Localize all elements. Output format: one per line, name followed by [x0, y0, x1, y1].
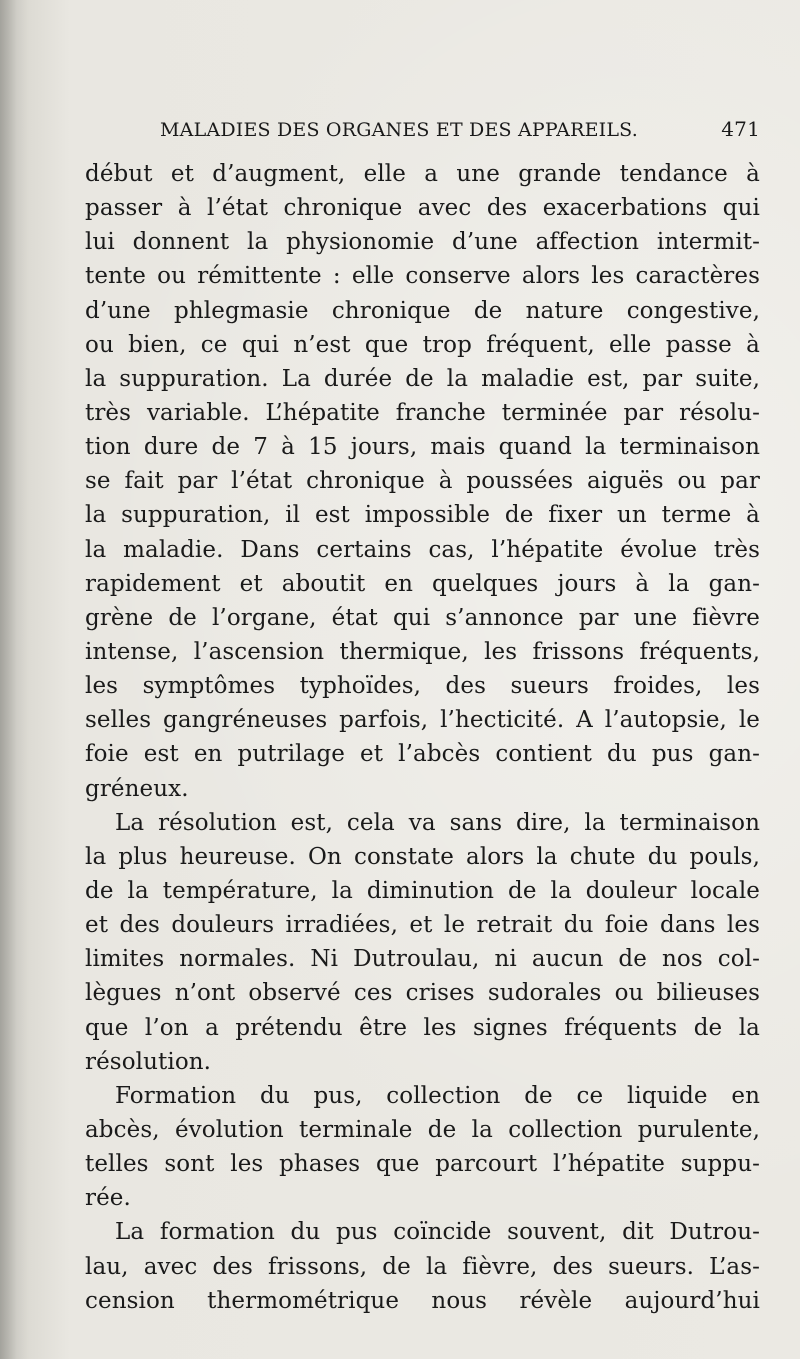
text-line: rapidement et aboutit en quelques jours à la gan-: [85, 570, 760, 597]
page-number: 471: [721, 117, 760, 141]
text-line: la suppuration, il est impossible de fixer un terme à: [85, 502, 760, 529]
text-line: abcès, évolution terminale de la collection purulente,: [85, 1116, 760, 1143]
text-line: et des douleurs irradiées, et le retrait du foie dans les: [85, 912, 760, 939]
text-line: très variable. L’hépatite franche terminée par résolu-: [85, 399, 760, 426]
text-line: que l’on a prétendu être les signes fréquents de la: [85, 1014, 760, 1041]
text-line: tente ou rémittente : elle conserve alors les caractères: [85, 263, 760, 290]
text-line: la maladie. Dans certains cas, l’hépatite évolue très: [85, 536, 760, 563]
text-line: lègues n’ont observé ces crises sudorales ou bilieuses: [85, 980, 760, 1007]
text-line: grène de l’organe, état qui s’annonce par une fièvre: [85, 604, 760, 631]
running-title: MALADIES DES ORGANES ET DES APPAREILS.: [160, 119, 638, 141]
running-head: [160, 117, 760, 147]
text-line: selles gangréneuses parfois, l’hecticité. A l’autopsie, le: [85, 707, 760, 734]
paragraph-start-line: La résolution est, cela va sans dire, la terminaison: [115, 809, 760, 836]
text-line: début et d’augment, elle a une grande tendance à: [85, 161, 760, 187]
text-line: tion dure de 7 à 15 jours, mais quand la terminaison: [85, 434, 760, 461]
paragraph-end-line: rée.: [85, 1185, 131, 1212]
text-line: la suppuration. La durée de la maladie est, par suite,: [85, 365, 760, 392]
text-line: ou bien, ce qui n’est que trop fréquent, elle passe à: [85, 331, 760, 358]
page-gutter-shadow: [0, 0, 28, 1359]
text-line: cension thermométrique nous révèle aujourd’hui: [85, 1287, 760, 1314]
text-line: limites normales. Ni Dutroulau, ni aucun de nos col-: [85, 946, 760, 973]
text-line: lau, avec des frissons, de la fièvre, des sueurs. L’as-: [85, 1253, 760, 1280]
text-line: de la température, la diminution de la douleur locale: [85, 877, 760, 904]
text-line: la plus heureuse. On constate alors la chute du pouls,: [85, 843, 760, 870]
paragraph-end-line: gréneux.: [85, 775, 189, 802]
body-text: [85, 157, 760, 1318]
text-line: telles sont les phases que parcourt l’hépatite suppu-: [85, 1151, 760, 1178]
text-line: d’une phlegmasie chronique de nature congestive,: [85, 297, 760, 324]
text-line: passer à l’état chronique avec des exacerbations qui: [85, 195, 760, 222]
text-line: les symptômes typhoïdes, des sueurs froides, les: [85, 673, 760, 700]
paragraph-start-line: La formation du pus coïncide souvent, dit Dutrou-: [115, 1219, 760, 1246]
text-line: foie est en putrilage et l’abcès contient du pus gan-: [85, 741, 760, 768]
text-line: se fait par l’état chronique à poussées aiguës ou par: [85, 468, 760, 495]
paragraph-end-line: résolution.: [85, 1048, 212, 1075]
paragraph-start-line: Formation du pus, collection de ce liquide en: [115, 1082, 760, 1109]
text-line: intense, l’ascension thermique, les frissons fréquents,: [85, 638, 760, 665]
text-line: lui donnent la physionomie d’une affection intermit-: [85, 229, 760, 256]
